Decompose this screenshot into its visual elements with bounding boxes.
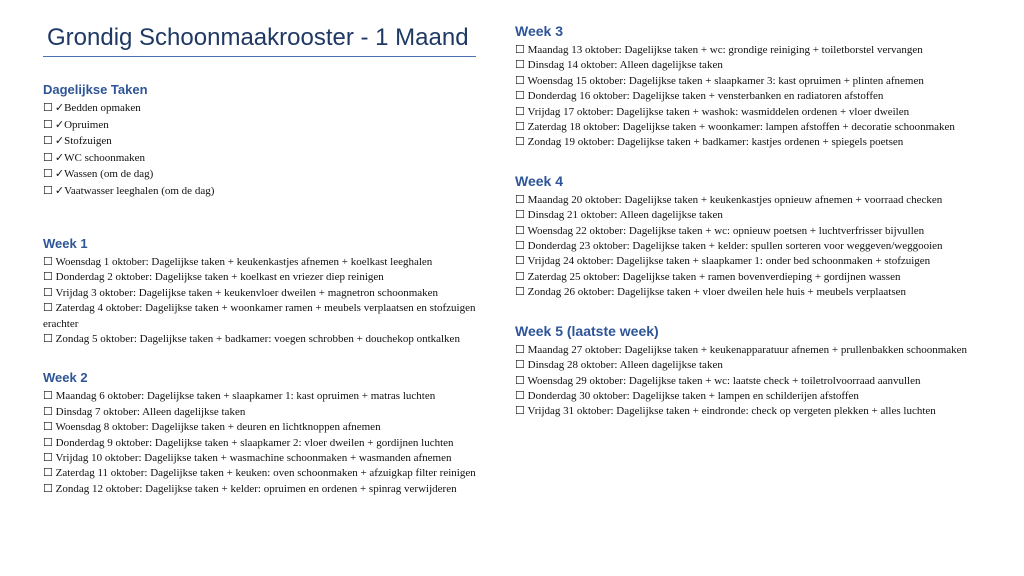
week-1-section xyxy=(43,236,478,347)
checkbox-icon[interactable]: ☐ xyxy=(43,256,53,268)
checkbox-icon[interactable]: ☐ xyxy=(515,374,525,387)
checkbox-icon[interactable]: ☐ xyxy=(43,333,53,346)
checkbox-icon[interactable]: ☐ xyxy=(43,467,53,480)
week-3-section xyxy=(515,23,995,151)
checkbox-icon[interactable]: ☐ xyxy=(515,44,525,56)
daily-section xyxy=(43,82,478,199)
checkbox-icon[interactable]: ☐ xyxy=(43,421,53,434)
checkbox-icon[interactable]: ☐ xyxy=(515,255,525,268)
checkbox-icon[interactable]: ☐ xyxy=(43,151,53,164)
week-2-heading: Week 2 xyxy=(43,370,88,386)
task-item: ☐ Woensdag 15 oktober: Dagelijkse taken + slaapkamer 3: kast opruimen + plinten afnemen xyxy=(515,74,924,87)
task-item: ☐ Zondag 5 oktober: Dagelijkse taken + badkamer: voegen schrobben + douchekop ontkalken xyxy=(43,333,460,346)
checkbox-icon[interactable]: ☐ xyxy=(515,193,525,206)
week-4-heading: Week 4 xyxy=(515,172,563,189)
task-item: ☐ Zaterdag 18 oktober: Dagelijkse taken + woonkamer: lampen afstoffen + decoratie schoonmaken xyxy=(515,121,955,134)
checkbox-icon[interactable]: ☐ xyxy=(515,74,525,87)
task-item: ☐ Donderdag 2 oktober: Dagelijkse taken + koelkast en vriezer diep reinigen xyxy=(43,271,384,284)
task-item: ☐ Zondag 19 oktober: Dagelijkse taken + badkamer: kastjes ordenen + spiegels poetsen xyxy=(515,136,904,149)
checkbox-icon[interactable]: ☐ xyxy=(43,102,53,114)
task-item: ☐ Donderdag 9 oktober: Dagelijkse taken + slaapkamer 2: vloer dweilen + gordijnen luchten xyxy=(43,436,454,449)
checkbox-icon[interactable]: ☐ xyxy=(43,482,53,495)
checkbox-icon[interactable]: ☐ xyxy=(515,405,525,418)
checkbox-icon[interactable]: ☐ xyxy=(515,90,525,103)
right-column xyxy=(515,0,995,420)
checkbox-icon[interactable]: ☐ xyxy=(43,405,53,418)
task-item: ☐ Maandag 20 oktober: Dagelijkse taken + keukenkastjes opnieuw afnemen + voorraad checken xyxy=(515,193,943,206)
task-item: ☐ Vrijdag 3 oktober: Dagelijkse taken + keukenvloer dweilen + magnetron schoonmaken xyxy=(43,286,439,299)
task-item: ☐ Dinsdag 21 oktober: Alleen dagelijkse taken xyxy=(515,209,723,222)
checkmark-icon: ✓ xyxy=(54,117,65,131)
page-title: Grondig Schoonmaakrooster - 1 Maand xyxy=(47,24,469,51)
task-item: ☐ Zaterdag 11 oktober: Dagelijkse taken + keuken: oven schoonmaken + afzuigkap filter reinigen xyxy=(43,467,476,480)
task-item: ☐ Vrijdag 17 oktober: Dagelijkse taken + washok: wasmiddelen ordenen + vloer dweilen xyxy=(515,105,910,118)
checkbox-icon[interactable]: ☐ xyxy=(515,136,525,149)
title-underline xyxy=(43,56,476,57)
checkbox-icon[interactable]: ☐ xyxy=(515,59,525,72)
checkbox-icon[interactable]: ☐ xyxy=(43,452,53,465)
task-item: ☐ Woensdag 29 oktober: Dagelijkse taken + wc: laatste check + toiletrolvoorraad aanvullen xyxy=(515,374,921,387)
task-item: ☐ Zaterdag 4 oktober: Dagelijkse taken + woonkamer ramen + meubels verplaatsen en stofzuigen erachter xyxy=(43,302,476,330)
task-item: ☐ Dinsdag 7 oktober: Alleen dagelijkse taken xyxy=(43,405,246,418)
task-item: ☐ Woensdag 22 oktober: Dagelijkse taken + wc: opnieuw poetsen + luchtverfrisser bijvullen xyxy=(515,224,925,237)
week-2-list xyxy=(43,389,478,497)
checkmark-icon: ✓ xyxy=(54,167,65,180)
checkbox-icon[interactable]: ☐ xyxy=(43,286,53,299)
checkmark-icon: ✓ xyxy=(54,183,65,197)
task-item: ☐ Vrijdag 24 oktober: Dagelijkse taken + slaapkamer 1: onder bed schoonmaken + stofzuigen xyxy=(515,255,931,268)
checkbox-icon[interactable]: ☐ xyxy=(43,168,53,180)
daily-item: ☐ ✓Opruimen xyxy=(43,117,109,131)
checkbox-icon[interactable]: ☐ xyxy=(515,270,525,283)
week-5-section xyxy=(515,323,995,420)
task-item: ☐ Zaterdag 25 oktober: Dagelijkse taken + ramen bovenverdieping + gordijnen wassen xyxy=(515,270,901,283)
checkbox-icon[interactable]: ☐ xyxy=(43,271,53,284)
week-5-list xyxy=(515,343,995,420)
checkbox-icon[interactable]: ☐ xyxy=(515,240,525,253)
task-item: ☐ Maandag 13 oktober: Dagelijkse taken + wc: grondige reiniging + toiletborstel vervangen xyxy=(515,44,923,56)
checkbox-icon[interactable]: ☐ xyxy=(43,118,53,131)
task-item: ☐ Vrijdag 31 oktober: Dagelijkse taken + eindronde: check op vergeten plekken + alles luchten xyxy=(515,405,936,418)
week-1-heading: Week 1 xyxy=(43,236,88,251)
week-5-heading: Week 5 (laatste week) xyxy=(515,322,659,339)
task-item: ☐ Zondag 26 oktober: Dagelijkse taken + vloer dweilen hele huis + meubels verplaatsen xyxy=(515,286,906,299)
task-item: ☐ Donderdag 23 oktober: Dagelijkse taken + kelder: spullen sorteren voor weggeven/weggooien xyxy=(515,240,943,253)
checkbox-icon[interactable]: ☐ xyxy=(43,135,53,147)
week-1-list xyxy=(43,255,478,347)
task-item: ☐ Dinsdag 28 oktober: Alleen dagelijkse taken xyxy=(515,359,723,372)
task-item: ☐ Woensdag 8 oktober: Dagelijkse taken + deuren en lichtknoppen afnemen xyxy=(43,421,381,434)
checkbox-icon[interactable]: ☐ xyxy=(515,359,525,372)
daily-item: ☐ ✓Bedden opmaken xyxy=(43,101,141,114)
daily-item: ☐ ✓Wassen (om de dag) xyxy=(43,167,154,180)
daily-list xyxy=(43,100,478,199)
week-3-list xyxy=(515,43,995,151)
daily-item: ☐ ✓WC schoonmaken xyxy=(43,150,146,164)
week-4-list xyxy=(515,193,995,301)
checkbox-icon[interactable]: ☐ xyxy=(43,390,53,403)
task-item: ☐ Zondag 12 oktober: Dagelijkse taken + kelder: opruimen en ordenen + spinrag verwijderen xyxy=(43,482,457,495)
task-item: ☐ Donderdag 16 oktober: Dagelijkse taken + vensterbanken en radiatoren afstoffen xyxy=(515,90,884,103)
checkmark-icon: ✓ xyxy=(54,101,65,114)
daily-item: ☐ ✓Stofzuigen xyxy=(43,134,112,147)
daily-item: ☐ ✓Vaatwasser leeghalen (om de dag) xyxy=(43,183,215,197)
checkmark-icon: ✓ xyxy=(54,134,65,147)
checkbox-icon[interactable]: ☐ xyxy=(515,286,525,299)
checkbox-icon[interactable]: ☐ xyxy=(43,302,53,315)
week-2-section xyxy=(43,370,478,497)
checkbox-icon[interactable]: ☐ xyxy=(515,209,525,222)
week-4-section xyxy=(515,173,995,301)
checkbox-icon[interactable]: ☐ xyxy=(515,121,525,134)
task-item: ☐ Maandag 6 oktober: Dagelijkse taken + slaapkamer 1: kast opruimen + matras luchten xyxy=(43,390,436,403)
task-item: ☐ Woensdag 1 oktober: Dagelijkse taken + keukenkastjes afnemen + koelkast leeghalen xyxy=(43,256,433,268)
task-item: ☐ Vrijdag 10 oktober: Dagelijkse taken + wasmachine schoonmaken + wasmanden afnemen xyxy=(43,452,452,465)
checkbox-icon[interactable]: ☐ xyxy=(515,224,525,237)
task-item: ☐ Dinsdag 14 oktober: Alleen dagelijkse taken xyxy=(515,59,723,72)
task-item: ☐ Maandag 27 oktober: Dagelijkse taken + keukenapparatuur afnemen + prullenbakken schoonmaken xyxy=(515,343,968,356)
checkbox-icon[interactable]: ☐ xyxy=(515,389,525,402)
checkbox-icon[interactable]: ☐ xyxy=(515,105,525,118)
left-column xyxy=(43,0,478,497)
task-item: ☐ Donderdag 30 oktober: Dagelijkse taken + lampen en schilderijen afstoffen xyxy=(515,389,859,402)
checkmark-icon: ✓ xyxy=(54,150,65,164)
checkbox-icon[interactable]: ☐ xyxy=(43,436,53,449)
checkbox-icon[interactable]: ☐ xyxy=(515,343,525,356)
week-3-heading: Week 3 xyxy=(515,23,563,39)
checkbox-icon[interactable]: ☐ xyxy=(43,184,53,197)
daily-heading: Dagelijkse Taken xyxy=(43,82,148,97)
